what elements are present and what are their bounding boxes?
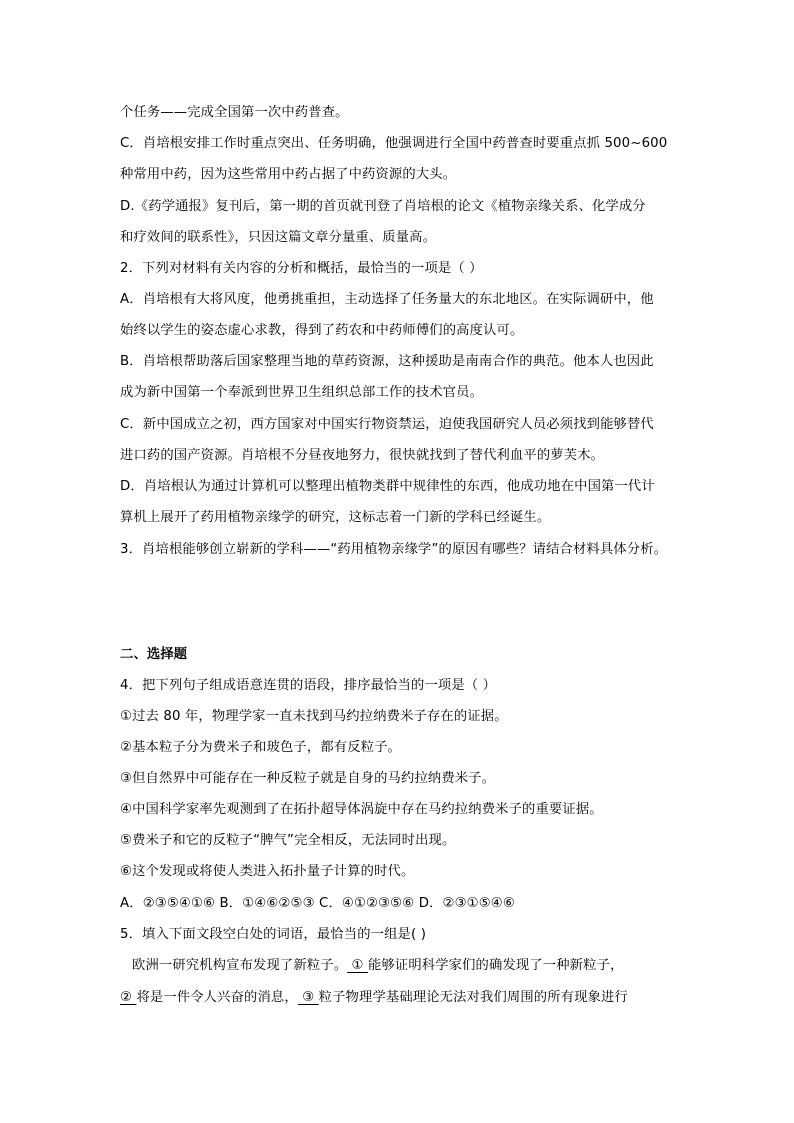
q5-passage-line1 [132,956,692,976]
q4-sentence-1: ①过去 80 年，物理学家一直未找到马约拉纳费米子存在的证据。 [120,709,508,724]
q2-option-a-line2: 始终以学生的姿态虚心求教，得到了药农和中药师傅们的高度认可。 [120,323,524,338]
q5-passage-text: 能够证明科学家们的确发现了一种新粒子， [367,958,624,973]
q5-blank-1: ① [347,958,368,973]
q4-sentence-6: ⑥这个发现或将使人类进入拓扑量子计算的时代。 [120,864,415,879]
q1-option-d-line2: 和疗效间的联系性》，只因这篇文章分量重、质量高。 [120,230,437,245]
q2-option-d-line1: D．肖培根认为通过计算机可以整理出植物类群中规律性的东西，他成功地在中国第一代计 [120,479,655,494]
q5-stem: 5．填入下面文段空白处的词语，最恰当的一组是( ) [120,927,427,942]
q2-stem: 2．下列对材料有关内容的分析和概括，最恰当的一项是（ ） [120,261,483,276]
section-heading-choice: 二、选择题 [120,647,188,662]
q4-sentence-5: ⑤费米子和它的反粒子“脾气”完全相反，无法同时出现。 [120,833,456,848]
q1-option-d-line1: D.《药学通报》复刊后，第一期的首页就刊登了肖培根的论文《植物亲缘关系、化学成分 [120,199,646,214]
q2-option-d-line2: 算机上展开了药用植物亲缘学的研究，这标志着一门新的学科已经诞生。 [120,510,551,525]
q4-sentence-4: ④中国科学家率先观测到了在拓扑超导体涡旋中存在马约拉纳费米子的重要证据。 [120,802,603,817]
q1-option-b-continuation: 个任务——完成全国第一次中药普查。 [120,105,349,120]
q3-stem: 3．肖培根能够创立崭新的学科——“药用植物亲缘学”的原因有哪些？请结合材料具体分析。 [120,542,668,557]
q4-options: A．②③⑤④①⑥ B．①④⑥②⑤③ C．④①②③⑤⑥ D．②③①⑤④⑥ [120,896,515,911]
q5-passage-text: 粒子物理学基础理论无法对我们周围的所有现象进行 [318,990,628,1005]
q5-passage-text: 将是一件令人兴奋的消息， [136,990,298,1005]
q2-option-c-line2: 进口药的国产资源。肖培根不分昼夜地努力，很快就找到了替代利血平的萝芙木。 [120,448,605,463]
q1-option-c-line2: 种常用中药，因为这些常用中药占据了中药资源的大头。 [120,167,457,182]
q4-sentence-3: ③但自然界中可能存在一种反粒子就是自身的马约拉纳费米子。 [120,771,496,786]
q5-passage-line2 [120,988,680,1008]
q5-passage-text: 欧洲一研究机构宣布发现了新粒子。 [132,958,348,973]
q2-option-c-line1: C．新中国成立之初，西方国家对中国实行物资禁运，迫使我国研究人员必须找到能够替代 [120,417,654,432]
q4-stem: 4．把下列句子组成语意连贯的语段，排序最恰当的一项是（ ） [120,678,497,693]
q5-blank-3: ③ [297,990,319,1005]
q2-option-b-line2: 成为新中国第一个奉派到世界卫生组织总部工作的技术官员。 [120,385,484,400]
q4-sentence-2: ②基本粒子分为费米子和玻色子，都有反粒子。 [120,740,402,755]
q5-blank-2: ② [120,990,137,1005]
q2-option-b-line1: B．肖培根帮助落后国家整理当地的草药资源，这种援助是南南合作的典范。他本人也因此 [120,354,654,369]
q2-option-a-line1: A．肖培根有大将风度，他勇挑重担，主动选择了任务量大的东北地区。在实际调研中，他 [120,292,654,307]
q1-option-c-line1: C．肖培根安排工作时重点突出、任务明确，他强调进行全国中药普查时要重点抓 500~600 [120,136,668,151]
